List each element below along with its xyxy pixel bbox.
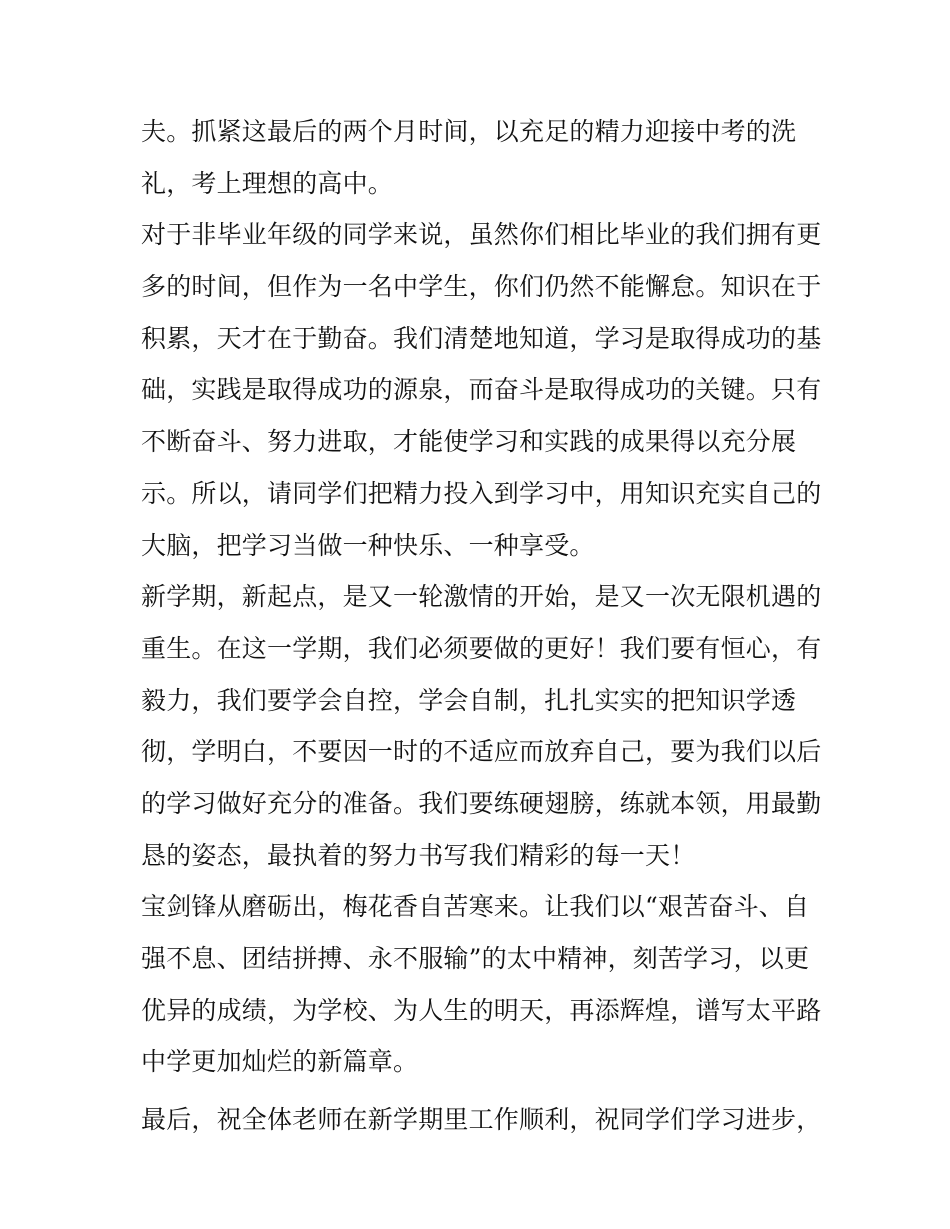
text-line-1: 夫。抓紧这最后的两个月时间，以充足的精力迎接中考的洗 (141, 117, 797, 146)
text-line-12: 毅力，我们要学会自控，学会自制，扎扎实实的把知识学透 (141, 685, 797, 715)
text-line-15: 恳的姿态，最执着的努力书写我们精彩的每一天！ (141, 840, 696, 870)
text-line-14: 的学习做好充分的准备。我们要练硬翅膀，练就本领，用最勤 (141, 788, 822, 818)
text-line-9: 大脑，把学习当做一种快乐、一种享受。 (141, 530, 595, 560)
text-line-10: 新学期，新起点，是又一轮激情的开始，是又一次无限机遇的 (141, 582, 822, 612)
text-line-4: 多的时间，但作为一名中学生，你们仍然不能懈怠。知识在于 (141, 272, 822, 302)
text-line-18: 优异的成绩，为学校、为人生的明天，再添辉煌，谱写太平路 (141, 995, 822, 1025)
text-line-11: 重生。在这一学期，我们必须要做的更好！我们要有恒心，有 (141, 633, 822, 663)
text-line-16: 宝剑锋从磨砺出，梅花香自苦寒来。让我们以“艰苦奋斗、自 (141, 892, 810, 922)
text-line-8: 示。所以，请同学们把精力投入到学习中，用知识充实自己的 (141, 478, 822, 508)
text-line-3: 对于非毕业年级的同学来说，虽然你们相比毕业的我们拥有更 (141, 220, 822, 250)
text-line-13: 彻，学明白，不要因一时的不适应而放弃自己，要为我们以后 (141, 737, 822, 767)
text-line-17: 强不息、团结拼搏、永不服输”的太中精神，刻苦学习，以更 (141, 944, 810, 973)
text-line-19: 中学更加灿烂的新篇章。 (141, 1047, 419, 1077)
body-text (141, 106, 821, 1146)
text-line-2: 礼，考上理想的高中。 (141, 168, 394, 198)
text-line-20: 最后，祝全体老师在新学期里工作顺利，祝同学们学习进步， (141, 1105, 822, 1135)
text-line-6: 础，实践是取得成功的源泉，而奋斗是取得成功的关键。只有 (141, 375, 822, 405)
text-line-7: 不断奋斗、努力进取，才能使学习和实践的成果得以充分展 (141, 427, 797, 457)
text-line-5: 积累，天才在于勤奋。我们清楚地知道，学习是取得成功的基 (141, 323, 822, 353)
